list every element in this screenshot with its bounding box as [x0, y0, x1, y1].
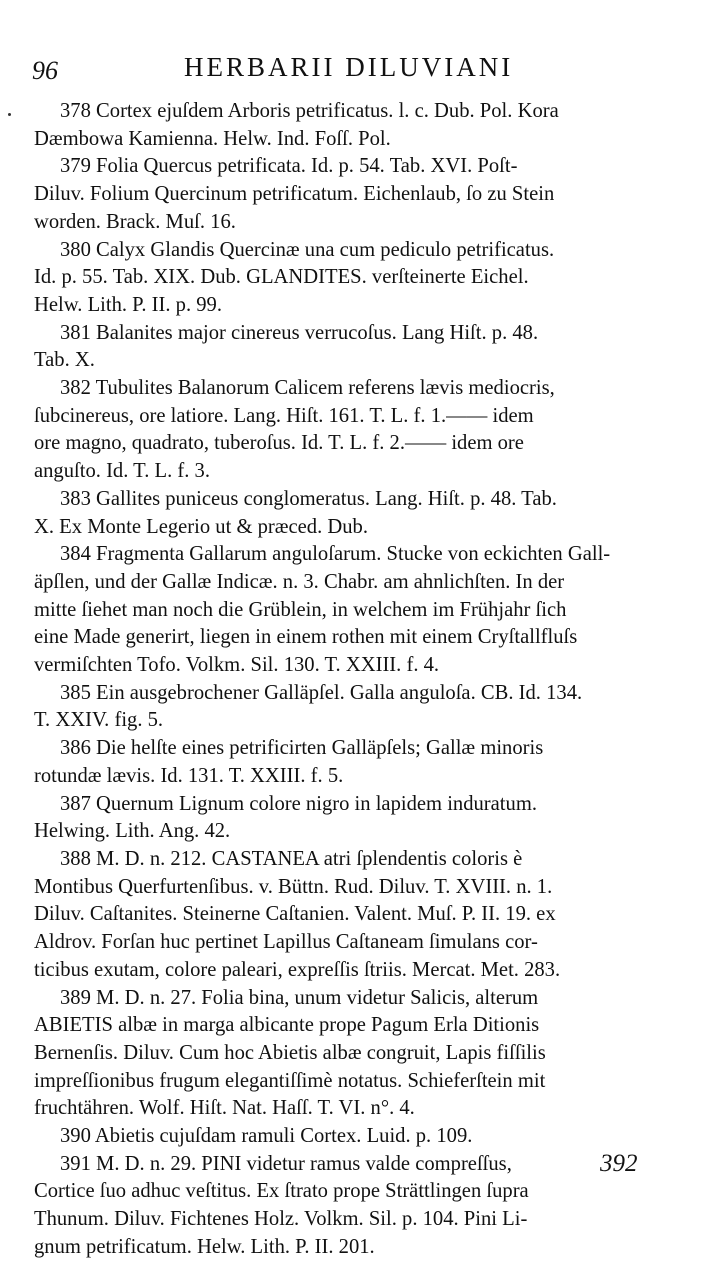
text-line: anguſto. Id. T. L. f. 3. [34, 460, 210, 483]
text-line: 390 Abietis cujuſdam ramuli Cortex. Luid. p. 109. [60, 1125, 473, 1148]
text-line: vermiſchten Tofo. Volkm. Sil. 130. T. XXIII. f. 4. [34, 654, 440, 677]
text-line: Cortice ſuo adhuc veſtitus. Ex ſtrato prope Strättlingen ſupra [34, 1180, 529, 1203]
text-line: Diluv. Folium Quercinum petrificatum. Eichenlaub, ſo zu Stein [34, 183, 555, 206]
text-line: 385 Ein ausgebrochener Galläpſel. Galla anguloſa. CB. Id. 134. [60, 681, 583, 704]
text-line: X. Ex Monte Legerio ut & præced. Dub. [34, 515, 369, 538]
text-line: Dæmbowa Kamienna. Helw. Ind. Foſſ. Pol. [34, 127, 391, 150]
text-line: 384 Fragmenta Gallarum anguloſarum. Stucke von eckichten Gall- [60, 543, 611, 566]
text-line: Diluv. Caſtanites. Steinerne Caſtanien. Valent. Muſ. P. II. 19. ex [34, 903, 556, 926]
text-line: rotundæ lævis. Id. 131. T. XXIII. f. 5. [34, 764, 344, 787]
text-line: eine Made generirt, liegen in einem rothen mit einem Cryſtallfluſs [34, 626, 578, 649]
text-line: 380 Calyx Glandis Quercinæ una cum pediculo petrificatus. [60, 238, 555, 261]
text-line: worden. Brack. Muſ. 16. [34, 210, 236, 233]
text-line: 381 Balanites major cinereus verrucoſus. Lang Hiſt. p. 48. [60, 321, 539, 344]
text-line: ſubcinereus, ore latiore. Lang. Hiſt. 161. T. L. f. 1.—— idem [34, 404, 534, 427]
text-line: 386 Die helſte eines petrificirten Galläpſels; Gallæ minoris [60, 737, 544, 760]
text-line: Thunum. Diluv. Fichtenes Holz. Volkm. Sil. p. 104. Pini Li- [34, 1208, 528, 1231]
text-line: äpſlen, und der Gallæ Indicæ. n. 3. Chabr. am ahnlichſten. In der [34, 570, 565, 593]
text-line: Tab. X. [34, 349, 95, 372]
text-line: Helwing. Lith. Ang. 42. [34, 820, 231, 843]
text-line: 379 Folia Quercus petrificata. Id. p. 54. Tab. XVI. Poſt- [60, 155, 518, 178]
text-line: Montibus Querfurtenſibus. v. Büttn. Rud. Diluv. T. XVIII. n. 1. [34, 875, 553, 898]
text-line: impreſſionibus frugum elegantiſſimè notatus. Schieferſtein mit [34, 1069, 546, 1092]
margin-dot [8, 113, 11, 116]
text-line: fruchtähren. Wolf. Hiſt. Nat. Haſſ. T. VI. n°. 4. [34, 1097, 415, 1120]
page-number: 96 [32, 56, 58, 85]
text-line: 383 Gallites puniceus conglomeratus. Lang. Hiſt. p. 48. Tab. [60, 487, 557, 510]
catchword: 392 [600, 1150, 638, 1177]
text-line: 389 M. D. n. 27. Folia bina, unum videtur Salicis, alterum [60, 986, 539, 1009]
text-line: 387 Quernum Lignum colore nigro in lapidem induratum. [60, 792, 537, 815]
text-line: 388 M. D. n. 212. CASTANEA atri ſplendentis coloris è [60, 847, 523, 870]
running-head: HERBARII DILUVIANI [184, 52, 514, 82]
text-line: Helw. Lith. P. II. p. 99. [34, 293, 222, 316]
text-line: Id. p. 55. Tab. XIX. Dub. GLANDITES. verſteinerte Eichel. [34, 266, 529, 289]
text-line: T. XXIV. fig. 5. [34, 709, 164, 732]
text-line: 378 Cortex ejuſdem Arboris petrificatus. l. c. Dub. Pol. Kora [60, 100, 559, 122]
text-line: ticibus exutam, colore paleari, expreſſis ſtriis. Mercat. Met. 283. [34, 958, 561, 981]
text-line: ABIETIS albæ in marga albicante prope Pagum Erla Ditionis [34, 1014, 540, 1037]
text-line: Bernenſis. Diluv. Cum hoc Abietis albæ congruit, Lapis fiſſilis [34, 1041, 546, 1064]
body-text [34, 98, 662, 1262]
text-line: 382 Tubulites Balanorum Calicem referens lævis mediocris, [60, 377, 555, 400]
text-line: ore magno, quadrato, tuberoſus. Id. T. L. f. 2.—— idem ore [34, 432, 524, 455]
text-line: Aldrov. Forſan huc pertinet Lapillus Caſtaneam ſimulans cor- [34, 931, 538, 954]
text-line: gnum petrificatum. Helw. Lith. P. II. 201. [34, 1235, 375, 1258]
text-line: 391 M. D. n. 29. PINI videtur ramus valde compreſſus, [60, 1152, 512, 1175]
text-line: mitte ſiehet man noch die Grüblein, in welchem im Frühjahr ſich [34, 598, 567, 621]
